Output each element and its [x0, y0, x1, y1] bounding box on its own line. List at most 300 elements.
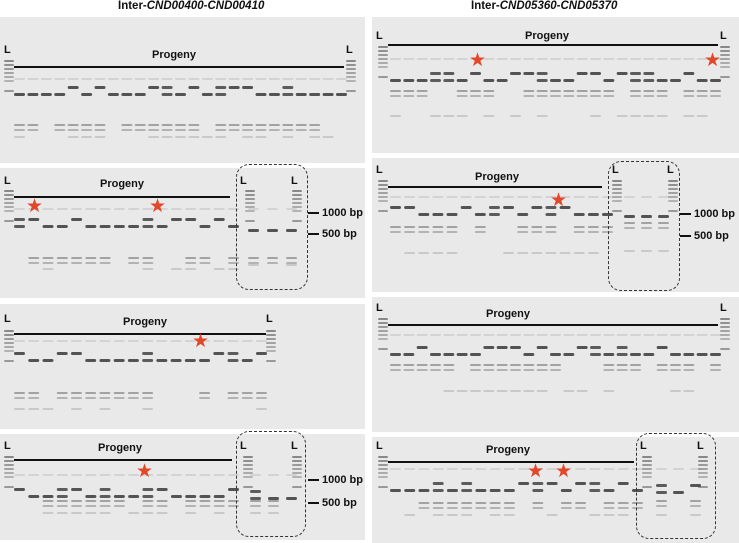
- band: [256, 408, 267, 410]
- band: [390, 95, 401, 97]
- band: [100, 500, 111, 502]
- ladder-label: L: [667, 164, 674, 176]
- band: [100, 488, 111, 491]
- band: [618, 507, 629, 509]
- band: [447, 489, 458, 492]
- band: [710, 364, 721, 366]
- band: [256, 124, 267, 126]
- band: [14, 129, 25, 131]
- band: [490, 502, 501, 504]
- band: [108, 78, 119, 80]
- band: [378, 50, 388, 52]
- band: [378, 468, 388, 470]
- band: [228, 392, 239, 394]
- band: [242, 124, 253, 126]
- band: [550, 79, 561, 82]
- band: [121, 93, 132, 96]
- band: [590, 72, 601, 75]
- band: [577, 390, 588, 392]
- band: [99, 408, 110, 410]
- band: [256, 352, 267, 355]
- band: [589, 489, 600, 492]
- band: [503, 252, 514, 254]
- ladder-label: L: [376, 164, 383, 176]
- band: [720, 348, 730, 350]
- band: [57, 225, 68, 228]
- band: [430, 369, 441, 371]
- band: [156, 359, 167, 362]
- band: [604, 514, 615, 516]
- band: [175, 129, 186, 131]
- band: [296, 129, 307, 131]
- band: [575, 468, 586, 470]
- band: [57, 512, 68, 514]
- band: [114, 474, 125, 476]
- band: [229, 78, 240, 80]
- band: [214, 268, 225, 270]
- band: [100, 208, 111, 210]
- band: [185, 359, 196, 362]
- band: [4, 76, 14, 78]
- band: [148, 129, 159, 131]
- band: [100, 257, 111, 259]
- band: [657, 58, 668, 60]
- band: [99, 340, 110, 342]
- band: [630, 90, 641, 92]
- band: [42, 340, 53, 342]
- marker-500bp: 500 bp: [308, 228, 357, 240]
- band: [710, 90, 721, 92]
- band: [617, 334, 628, 336]
- band: [588, 252, 599, 254]
- band: [114, 505, 125, 507]
- band: [443, 334, 454, 336]
- band: [99, 397, 110, 399]
- band: [630, 369, 641, 371]
- band: [199, 257, 210, 259]
- band: [242, 392, 253, 394]
- band: [683, 334, 694, 336]
- band: [266, 342, 276, 344]
- ladder-label: L: [640, 440, 647, 452]
- band: [561, 502, 572, 504]
- band: [171, 474, 182, 476]
- band: [617, 364, 628, 366]
- band: [575, 502, 586, 504]
- band: [128, 495, 139, 498]
- band: [162, 86, 173, 89]
- band: [28, 359, 39, 362]
- band: [490, 489, 501, 492]
- band: [457, 334, 468, 336]
- band: [517, 213, 528, 216]
- band: [309, 78, 320, 80]
- band: [603, 353, 614, 356]
- band: [71, 340, 82, 342]
- band: [27, 93, 38, 96]
- band: [378, 46, 388, 48]
- band: [657, 369, 668, 371]
- band: [81, 93, 92, 96]
- ladder-label: L: [376, 302, 383, 314]
- band: [28, 408, 39, 410]
- band: [497, 79, 508, 82]
- band: [461, 196, 472, 198]
- band: [510, 346, 521, 349]
- band: [323, 93, 334, 96]
- band: [489, 196, 500, 198]
- band: [475, 226, 486, 228]
- star-icon: ★: [149, 196, 167, 217]
- band: [517, 196, 528, 198]
- band: [618, 468, 629, 470]
- band: [229, 129, 240, 131]
- band: [266, 360, 276, 362]
- band: [214, 512, 225, 514]
- band: [114, 208, 125, 210]
- progeny-label: Progeny: [486, 444, 531, 456]
- band: [95, 129, 106, 131]
- band: [14, 408, 25, 410]
- band: [114, 225, 125, 228]
- band: [390, 226, 401, 228]
- band: [720, 62, 730, 64]
- band: [457, 353, 468, 356]
- band: [537, 90, 548, 92]
- band: [517, 252, 528, 254]
- ladder-label: L: [240, 440, 247, 452]
- band: [378, 460, 388, 462]
- band: [4, 72, 14, 74]
- band: [510, 115, 521, 117]
- band: [199, 474, 210, 476]
- band: [417, 58, 428, 60]
- ladder-label: L: [376, 30, 383, 42]
- band: [589, 482, 600, 485]
- band: [563, 95, 574, 97]
- band: [199, 397, 210, 399]
- band: [683, 369, 694, 371]
- ladder-label: L: [291, 175, 298, 187]
- band: [545, 226, 556, 228]
- band: [378, 180, 388, 182]
- band: [504, 468, 515, 470]
- band: [4, 456, 14, 458]
- band: [202, 136, 213, 138]
- band: [517, 231, 528, 233]
- band: [28, 262, 39, 264]
- band: [43, 208, 54, 210]
- band: [475, 231, 486, 233]
- band: [617, 115, 628, 117]
- marker-1000bp: 1000 bp: [680, 208, 735, 220]
- band: [41, 93, 52, 96]
- band: [346, 64, 356, 66]
- star-icon: ★: [136, 461, 154, 482]
- band: [497, 390, 508, 392]
- band: [85, 257, 96, 259]
- band: [417, 364, 428, 366]
- band: [142, 392, 153, 394]
- band: [483, 346, 494, 349]
- band: [114, 495, 125, 498]
- band: [269, 78, 280, 80]
- band: [504, 507, 515, 509]
- band: [378, 456, 388, 458]
- band: [390, 58, 401, 60]
- band: [199, 262, 210, 264]
- band: [142, 218, 153, 221]
- band: [4, 476, 14, 478]
- band: [282, 136, 293, 138]
- band: [483, 369, 494, 371]
- progeny-line: [14, 333, 266, 335]
- band: [242, 359, 253, 362]
- band: [114, 397, 125, 399]
- band: [588, 231, 599, 233]
- band: [128, 397, 139, 399]
- band: [71, 397, 82, 399]
- band: [537, 115, 548, 117]
- band: [643, 79, 654, 82]
- band: [346, 90, 356, 92]
- band: [85, 359, 96, 362]
- band: [720, 334, 730, 336]
- band: [447, 196, 458, 198]
- band: [532, 489, 543, 492]
- band: [590, 353, 601, 356]
- band: [603, 369, 614, 371]
- band: [282, 93, 293, 96]
- band: [603, 90, 614, 92]
- band: [71, 505, 82, 507]
- band: [282, 78, 293, 80]
- band: [457, 58, 468, 60]
- band: [574, 196, 585, 198]
- band: [403, 334, 414, 336]
- band: [603, 79, 614, 82]
- band: [563, 334, 574, 336]
- band: [603, 58, 614, 60]
- band: [114, 359, 125, 362]
- band: [128, 262, 139, 264]
- band: [531, 226, 542, 228]
- band: [404, 514, 415, 516]
- band: [121, 124, 132, 126]
- band: [4, 194, 14, 196]
- band: [683, 72, 694, 75]
- band: [68, 136, 79, 138]
- band: [378, 188, 388, 190]
- band: [42, 408, 53, 410]
- band: [282, 124, 293, 126]
- band: [171, 208, 182, 210]
- band: [14, 218, 25, 221]
- band: [85, 495, 96, 498]
- band: [417, 369, 428, 371]
- band: [560, 252, 571, 254]
- band: [43, 505, 54, 507]
- band: [545, 213, 556, 216]
- band: [433, 482, 444, 485]
- marker-1000bp: 1000 bp: [308, 207, 363, 219]
- band: [114, 392, 125, 394]
- band: [447, 231, 458, 233]
- band: [657, 79, 668, 82]
- band: [603, 364, 614, 366]
- band: [720, 330, 730, 332]
- band: [185, 268, 196, 270]
- band: [215, 86, 226, 89]
- band: [523, 334, 534, 336]
- band: [378, 348, 388, 350]
- band: [85, 392, 96, 394]
- band: [27, 78, 38, 80]
- band: [266, 346, 276, 348]
- band: [417, 95, 428, 97]
- band: [54, 78, 65, 80]
- band: [100, 512, 111, 514]
- band: [142, 352, 153, 355]
- band: [54, 129, 65, 131]
- band: [457, 115, 468, 117]
- band: [199, 359, 210, 362]
- band: [617, 346, 628, 349]
- band: [403, 79, 414, 82]
- band: [14, 392, 25, 394]
- band: [490, 468, 501, 470]
- ladder-label: L: [4, 440, 11, 452]
- band: [14, 225, 25, 228]
- band: [242, 78, 253, 80]
- right-gel-title: Inter-CND05360-CND05370: [471, 0, 618, 12]
- band: [550, 95, 561, 97]
- band: [128, 359, 139, 362]
- band: [57, 392, 68, 394]
- band: [577, 58, 588, 60]
- band: [618, 514, 629, 516]
- band: [242, 340, 253, 342]
- band: [4, 460, 14, 462]
- marker-1000bp: 1000 bp: [308, 474, 363, 486]
- band: [162, 129, 173, 131]
- band: [720, 338, 730, 340]
- band: [175, 93, 186, 96]
- band: [550, 364, 561, 366]
- band: [346, 60, 356, 62]
- band: [603, 390, 614, 392]
- band: [697, 334, 708, 336]
- band: [417, 346, 428, 349]
- band: [43, 225, 54, 228]
- band: [43, 268, 54, 270]
- band: [215, 93, 226, 96]
- band: [537, 79, 548, 82]
- band: [683, 353, 694, 356]
- band: [128, 392, 139, 394]
- band: [128, 340, 139, 342]
- band: [266, 334, 276, 336]
- ladder-label: L: [612, 164, 619, 176]
- band: [417, 334, 428, 336]
- band: [670, 364, 681, 366]
- band: [588, 226, 599, 228]
- band: [242, 136, 253, 138]
- band: [404, 206, 415, 209]
- band: [720, 54, 730, 56]
- band: [630, 364, 641, 366]
- band: [447, 468, 458, 470]
- band: [42, 359, 53, 362]
- band: [618, 502, 629, 504]
- band: [378, 334, 388, 336]
- band: [228, 397, 239, 399]
- band: [630, 334, 641, 336]
- band: [563, 90, 574, 92]
- band: [28, 397, 39, 399]
- band: [135, 78, 146, 80]
- progeny-line: [14, 66, 344, 68]
- band: [68, 124, 79, 126]
- band: [81, 124, 92, 126]
- band: [504, 489, 515, 492]
- band: [71, 262, 82, 264]
- band: [604, 468, 615, 470]
- band: [390, 468, 401, 470]
- progeny-label: Progeny: [100, 178, 145, 190]
- band: [142, 495, 153, 498]
- ladder-label: L: [720, 30, 727, 42]
- band: [282, 86, 293, 89]
- band: [710, 79, 721, 82]
- band: [531, 196, 542, 198]
- band: [589, 514, 600, 516]
- band: [418, 226, 429, 228]
- progeny-line: [14, 196, 230, 198]
- band: [162, 136, 173, 138]
- band: [575, 507, 586, 509]
- band: [457, 79, 468, 82]
- band: [346, 80, 356, 82]
- band: [683, 364, 694, 366]
- star-icon: ★: [550, 190, 568, 211]
- band: [433, 502, 444, 504]
- band: [523, 390, 534, 392]
- progeny-label: Progeny: [486, 308, 531, 320]
- band: [537, 346, 548, 349]
- band: [418, 213, 429, 216]
- progeny-line: [388, 186, 602, 188]
- band: [162, 124, 173, 126]
- band: [100, 262, 111, 264]
- band: [266, 330, 276, 332]
- star-icon: ★: [704, 50, 722, 71]
- band: [162, 93, 173, 96]
- band: [85, 500, 96, 502]
- band: [148, 136, 159, 138]
- band: [404, 231, 415, 233]
- band: [57, 257, 68, 259]
- band: [202, 93, 213, 96]
- band: [470, 95, 481, 97]
- star-icon: ★: [469, 50, 487, 71]
- band: [378, 200, 388, 202]
- band: [617, 369, 628, 371]
- band: [537, 364, 548, 366]
- band: [523, 72, 534, 75]
- band: [296, 124, 307, 126]
- band: [404, 468, 415, 470]
